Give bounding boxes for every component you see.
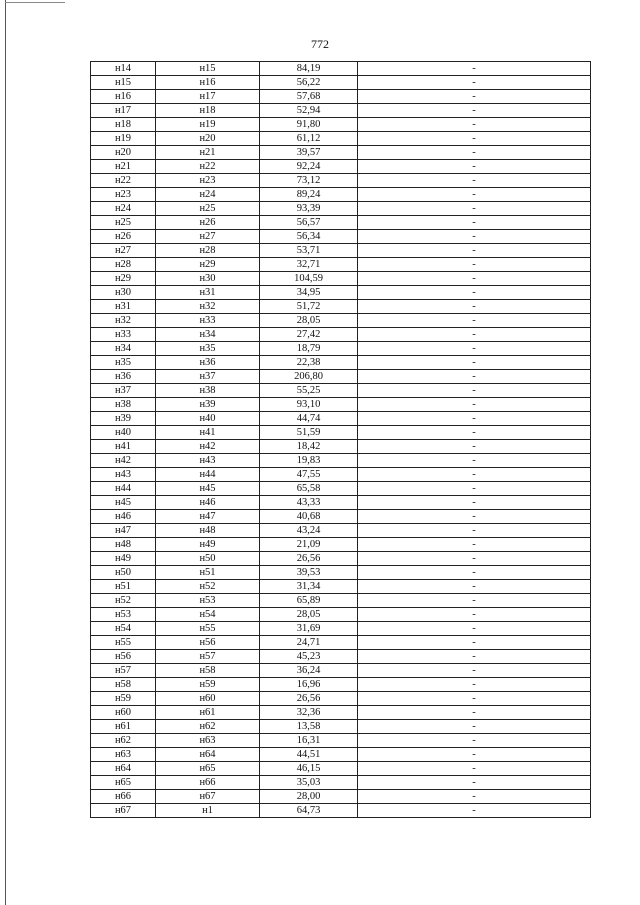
to-point-cell: н67: [156, 790, 260, 804]
length-cell: 26,56: [260, 552, 358, 566]
table-row: [91, 384, 591, 398]
note-cell: -: [358, 286, 591, 300]
table-row: [91, 594, 591, 608]
note-cell: -: [358, 762, 591, 776]
length-cell: 16,31: [260, 734, 358, 748]
table-row: [91, 454, 591, 468]
to-point-cell: н65: [156, 762, 260, 776]
length-cell: 32,71: [260, 258, 358, 272]
note-cell: -: [358, 160, 591, 174]
from-point-cell: н55: [91, 636, 156, 650]
length-cell: 65,89: [260, 594, 358, 608]
from-point-cell: н26: [91, 230, 156, 244]
table-row: [91, 104, 591, 118]
table-row: [91, 328, 591, 342]
from-point-cell: н65: [91, 776, 156, 790]
to-point-cell: н18: [156, 104, 260, 118]
from-point-cell: н22: [91, 174, 156, 188]
note-cell: -: [358, 132, 591, 146]
from-point-cell: н47: [91, 524, 156, 538]
to-point-cell: н25: [156, 202, 260, 216]
length-cell: 47,55: [260, 468, 358, 482]
table-row: [91, 272, 591, 286]
length-cell: 46,15: [260, 762, 358, 776]
note-cell: -: [358, 706, 591, 720]
table-row: [91, 566, 591, 580]
table-row: [91, 524, 591, 538]
table-row: [91, 496, 591, 510]
table-row: [91, 286, 591, 300]
table-row: [91, 692, 591, 706]
note-cell: -: [358, 622, 591, 636]
to-point-cell: н59: [156, 678, 260, 692]
table-row: [91, 300, 591, 314]
table-row: [91, 776, 591, 790]
page-edge-line-top: [5, 2, 65, 3]
note-cell: -: [358, 146, 591, 160]
note-cell: -: [358, 482, 591, 496]
length-cell: 16,96: [260, 678, 358, 692]
note-cell: -: [358, 538, 591, 552]
from-point-cell: н67: [91, 804, 156, 818]
note-cell: -: [358, 342, 591, 356]
to-point-cell: н55: [156, 622, 260, 636]
note-cell: -: [358, 314, 591, 328]
note-cell: -: [358, 510, 591, 524]
length-cell: 28,00: [260, 790, 358, 804]
to-point-cell: н29: [156, 258, 260, 272]
table-row: [91, 216, 591, 230]
from-point-cell: н33: [91, 328, 156, 342]
from-point-cell: н53: [91, 608, 156, 622]
to-point-cell: н58: [156, 664, 260, 678]
to-point-cell: н48: [156, 524, 260, 538]
table-body: [91, 62, 591, 818]
from-point-cell: н46: [91, 510, 156, 524]
table-row: [91, 90, 591, 104]
from-point-cell: н19: [91, 132, 156, 146]
table-row: [91, 608, 591, 622]
from-point-cell: н15: [91, 76, 156, 90]
note-cell: -: [358, 650, 591, 664]
length-cell: 53,71: [260, 244, 358, 258]
to-point-cell: н27: [156, 230, 260, 244]
to-point-cell: н22: [156, 160, 260, 174]
length-cell: 43,33: [260, 496, 358, 510]
length-cell: 36,24: [260, 664, 358, 678]
length-cell: 206,80: [260, 370, 358, 384]
table-row: [91, 188, 591, 202]
from-point-cell: н58: [91, 678, 156, 692]
table-row: [91, 160, 591, 174]
length-cell: 89,24: [260, 188, 358, 202]
to-point-cell: н42: [156, 440, 260, 454]
table-row: [91, 398, 591, 412]
length-cell: 13,58: [260, 720, 358, 734]
length-cell: 93,10: [260, 398, 358, 412]
length-cell: 44,74: [260, 412, 358, 426]
from-point-cell: н37: [91, 384, 156, 398]
from-point-cell: н57: [91, 664, 156, 678]
to-point-cell: н52: [156, 580, 260, 594]
length-cell: 39,53: [260, 566, 358, 580]
to-point-cell: н26: [156, 216, 260, 230]
to-point-cell: н38: [156, 384, 260, 398]
table-row: [91, 314, 591, 328]
from-point-cell: н45: [91, 496, 156, 510]
length-cell: 92,24: [260, 160, 358, 174]
note-cell: -: [358, 664, 591, 678]
table-row: [91, 258, 591, 272]
to-point-cell: н47: [156, 510, 260, 524]
boundary-segments-table: [90, 61, 591, 818]
length-cell: 52,94: [260, 104, 358, 118]
from-point-cell: н63: [91, 748, 156, 762]
note-cell: -: [358, 524, 591, 538]
from-point-cell: н30: [91, 286, 156, 300]
note-cell: -: [358, 356, 591, 370]
table-row: [91, 440, 591, 454]
table-row: [91, 202, 591, 216]
length-cell: 40,68: [260, 510, 358, 524]
to-point-cell: н15: [156, 62, 260, 76]
from-point-cell: н28: [91, 258, 156, 272]
table-row: [91, 762, 591, 776]
table-row: [91, 664, 591, 678]
note-cell: -: [358, 272, 591, 286]
note-cell: -: [358, 384, 591, 398]
from-point-cell: н27: [91, 244, 156, 258]
from-point-cell: н59: [91, 692, 156, 706]
table-row: [91, 482, 591, 496]
from-point-cell: н49: [91, 552, 156, 566]
note-cell: -: [358, 692, 591, 706]
table-row: [91, 552, 591, 566]
from-point-cell: н34: [91, 342, 156, 356]
to-point-cell: н43: [156, 454, 260, 468]
from-point-cell: н50: [91, 566, 156, 580]
note-cell: -: [358, 594, 591, 608]
from-point-cell: н32: [91, 314, 156, 328]
to-point-cell: н28: [156, 244, 260, 258]
page-edge-line: [5, 0, 6, 905]
length-cell: 64,73: [260, 804, 358, 818]
from-point-cell: н35: [91, 356, 156, 370]
length-cell: 22,38: [260, 356, 358, 370]
length-cell: 28,05: [260, 314, 358, 328]
length-cell: 18,79: [260, 342, 358, 356]
to-point-cell: н20: [156, 132, 260, 146]
note-cell: -: [358, 454, 591, 468]
note-cell: -: [358, 468, 591, 482]
note-cell: -: [358, 118, 591, 132]
to-point-cell: н66: [156, 776, 260, 790]
table-row: [91, 650, 591, 664]
from-point-cell: н52: [91, 594, 156, 608]
length-cell: 65,58: [260, 482, 358, 496]
from-point-cell: н43: [91, 468, 156, 482]
to-point-cell: н50: [156, 552, 260, 566]
from-point-cell: н25: [91, 216, 156, 230]
length-cell: 55,25: [260, 384, 358, 398]
to-point-cell: н45: [156, 482, 260, 496]
to-point-cell: н40: [156, 412, 260, 426]
note-cell: -: [358, 748, 591, 762]
note-cell: -: [358, 412, 591, 426]
from-point-cell: н16: [91, 90, 156, 104]
to-point-cell: н54: [156, 608, 260, 622]
to-point-cell: н62: [156, 720, 260, 734]
to-point-cell: н61: [156, 706, 260, 720]
length-cell: 56,22: [260, 76, 358, 90]
table-row: [91, 468, 591, 482]
from-point-cell: н39: [91, 412, 156, 426]
to-point-cell: н57: [156, 650, 260, 664]
to-point-cell: н53: [156, 594, 260, 608]
length-cell: 27,42: [260, 328, 358, 342]
length-cell: 28,05: [260, 608, 358, 622]
note-cell: -: [358, 104, 591, 118]
note-cell: -: [358, 398, 591, 412]
note-cell: -: [358, 370, 591, 384]
length-cell: 84,19: [260, 62, 358, 76]
table-row: [91, 118, 591, 132]
length-cell: 51,72: [260, 300, 358, 314]
length-cell: 18,42: [260, 440, 358, 454]
length-cell: 21,09: [260, 538, 358, 552]
to-point-cell: н56: [156, 636, 260, 650]
to-point-cell: н46: [156, 496, 260, 510]
note-cell: -: [358, 174, 591, 188]
to-point-cell: н30: [156, 272, 260, 286]
to-point-cell: н41: [156, 426, 260, 440]
note-cell: -: [358, 552, 591, 566]
from-point-cell: н51: [91, 580, 156, 594]
from-point-cell: н17: [91, 104, 156, 118]
from-point-cell: н60: [91, 706, 156, 720]
from-point-cell: н23: [91, 188, 156, 202]
from-point-cell: н42: [91, 454, 156, 468]
to-point-cell: н44: [156, 468, 260, 482]
from-point-cell: н41: [91, 440, 156, 454]
note-cell: -: [358, 440, 591, 454]
to-point-cell: н60: [156, 692, 260, 706]
table-row: [91, 734, 591, 748]
note-cell: -: [358, 566, 591, 580]
table-row: [91, 706, 591, 720]
note-cell: -: [358, 76, 591, 90]
to-point-cell: н21: [156, 146, 260, 160]
length-cell: 93,39: [260, 202, 358, 216]
table-row: [91, 342, 591, 356]
table-row: [91, 174, 591, 188]
from-point-cell: н54: [91, 622, 156, 636]
from-point-cell: н61: [91, 720, 156, 734]
length-cell: 57,68: [260, 90, 358, 104]
note-cell: -: [358, 678, 591, 692]
note-cell: -: [358, 608, 591, 622]
length-cell: 19,83: [260, 454, 358, 468]
to-point-cell: н35: [156, 342, 260, 356]
note-cell: -: [358, 230, 591, 244]
note-cell: -: [358, 62, 591, 76]
length-cell: 73,12: [260, 174, 358, 188]
table-row: [91, 62, 591, 76]
to-point-cell: н63: [156, 734, 260, 748]
length-cell: 35,03: [260, 776, 358, 790]
table-row: [91, 76, 591, 90]
from-point-cell: н31: [91, 300, 156, 314]
note-cell: -: [358, 804, 591, 818]
length-cell: 24,71: [260, 636, 358, 650]
note-cell: -: [358, 734, 591, 748]
to-point-cell: н49: [156, 538, 260, 552]
from-point-cell: н64: [91, 762, 156, 776]
length-cell: 32,36: [260, 706, 358, 720]
table-row: [91, 412, 591, 426]
to-point-cell: н1: [156, 804, 260, 818]
to-point-cell: н31: [156, 286, 260, 300]
to-point-cell: н33: [156, 314, 260, 328]
note-cell: -: [358, 790, 591, 804]
note-cell: -: [358, 300, 591, 314]
table-row: [91, 580, 591, 594]
length-cell: 56,57: [260, 216, 358, 230]
note-cell: -: [358, 258, 591, 272]
note-cell: -: [358, 90, 591, 104]
length-cell: 51,59: [260, 426, 358, 440]
length-cell: 31,34: [260, 580, 358, 594]
to-point-cell: н17: [156, 90, 260, 104]
note-cell: -: [358, 216, 591, 230]
from-point-cell: н48: [91, 538, 156, 552]
table-row: [91, 790, 591, 804]
from-point-cell: н29: [91, 272, 156, 286]
to-point-cell: н16: [156, 76, 260, 90]
to-point-cell: н24: [156, 188, 260, 202]
note-cell: -: [358, 328, 591, 342]
from-point-cell: н40: [91, 426, 156, 440]
note-cell: -: [358, 496, 591, 510]
from-point-cell: н21: [91, 160, 156, 174]
note-cell: -: [358, 636, 591, 650]
from-point-cell: н14: [91, 62, 156, 76]
to-point-cell: н34: [156, 328, 260, 342]
length-cell: 43,24: [260, 524, 358, 538]
from-point-cell: н38: [91, 398, 156, 412]
length-cell: 31,69: [260, 622, 358, 636]
table-row: [91, 230, 591, 244]
note-cell: -: [358, 244, 591, 258]
table-row: [91, 748, 591, 762]
table-row: [91, 356, 591, 370]
to-point-cell: н64: [156, 748, 260, 762]
from-point-cell: н62: [91, 734, 156, 748]
table-row: [91, 146, 591, 160]
table-row: [91, 804, 591, 818]
from-point-cell: н36: [91, 370, 156, 384]
note-cell: -: [358, 426, 591, 440]
from-point-cell: н44: [91, 482, 156, 496]
table-row: [91, 678, 591, 692]
length-cell: 26,56: [260, 692, 358, 706]
table-row: [91, 244, 591, 258]
to-point-cell: н23: [156, 174, 260, 188]
table-row: [91, 622, 591, 636]
to-point-cell: н51: [156, 566, 260, 580]
note-cell: -: [358, 188, 591, 202]
table-row: [91, 132, 591, 146]
table-row: [91, 426, 591, 440]
length-cell: 104,59: [260, 272, 358, 286]
length-cell: 45,23: [260, 650, 358, 664]
from-point-cell: н24: [91, 202, 156, 216]
from-point-cell: н56: [91, 650, 156, 664]
note-cell: -: [358, 720, 591, 734]
length-cell: 34,95: [260, 286, 358, 300]
from-point-cell: н18: [91, 118, 156, 132]
length-cell: 39,57: [260, 146, 358, 160]
table-row: [91, 370, 591, 384]
table-row: [91, 636, 591, 650]
table-row: [91, 538, 591, 552]
page-number: 772: [311, 37, 329, 51]
length-cell: 91,80: [260, 118, 358, 132]
to-point-cell: н37: [156, 370, 260, 384]
length-cell: 56,34: [260, 230, 358, 244]
note-cell: -: [358, 580, 591, 594]
to-point-cell: н19: [156, 118, 260, 132]
table-row: [91, 510, 591, 524]
to-point-cell: н32: [156, 300, 260, 314]
from-point-cell: н20: [91, 146, 156, 160]
note-cell: -: [358, 776, 591, 790]
to-point-cell: н39: [156, 398, 260, 412]
length-cell: 61,12: [260, 132, 358, 146]
from-point-cell: н66: [91, 790, 156, 804]
table-row: [91, 720, 591, 734]
to-point-cell: н36: [156, 356, 260, 370]
length-cell: 44,51: [260, 748, 358, 762]
note-cell: -: [358, 202, 591, 216]
